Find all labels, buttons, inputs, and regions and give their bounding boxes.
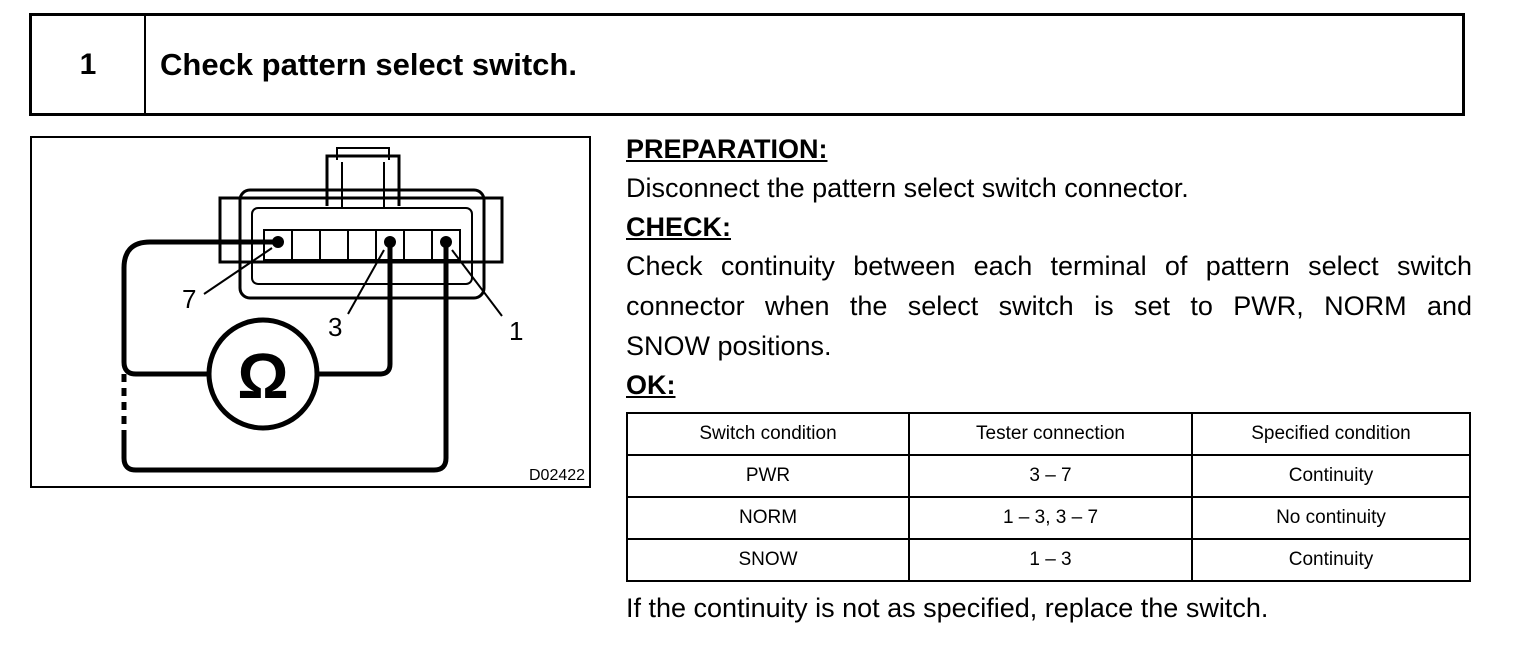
table-cell: Continuity xyxy=(1192,539,1470,581)
check-text-line: Check continuity between each terminal of pattern select switch xyxy=(626,251,1472,281)
table-cell: PWR xyxy=(627,455,909,497)
table-header-row xyxy=(627,413,1470,455)
step-number: 1 xyxy=(32,16,146,113)
ohmmeter-symbol: Ω xyxy=(237,340,289,412)
connector-diagram-svg xyxy=(32,138,589,486)
leader-7 xyxy=(204,248,272,294)
check-text-line: SNOW positions. xyxy=(626,331,832,361)
table-row xyxy=(627,539,1470,581)
figure-code: D02422 xyxy=(529,467,586,484)
step-header xyxy=(29,13,1465,116)
footer-note: If the continuity is not as specified, replace the switch. xyxy=(626,593,1269,623)
table-cell: 1 – 3, 3 – 7 xyxy=(909,497,1192,539)
column-header: Specified condition xyxy=(1192,413,1470,455)
table-cell: 1 – 3 xyxy=(909,539,1192,581)
table-cell: NORM xyxy=(627,497,909,539)
terminal-label-3: 3 xyxy=(328,312,343,342)
table-row xyxy=(627,497,1470,539)
preparation-text: Disconnect the pattern select switch connector. xyxy=(626,173,1189,203)
check-heading: CHECK: xyxy=(626,212,731,242)
terminal-label-7: 7 xyxy=(182,284,197,314)
instructions xyxy=(626,130,1472,628)
table-cell: SNOW xyxy=(627,539,909,581)
column-header: Switch condition xyxy=(627,413,909,455)
connector-latch-inner xyxy=(337,148,389,160)
ok-heading: OK: xyxy=(626,370,676,400)
connector-diagram xyxy=(30,136,591,488)
table-cell: No continuity xyxy=(1192,497,1470,539)
connector-latch-center xyxy=(342,162,384,208)
step-title: Check pattern select switch. xyxy=(160,46,577,82)
check-text-line: connector when the select switch is set to PWR, NORM and xyxy=(626,291,1472,321)
table-cell: 3 – 7 xyxy=(909,455,1192,497)
table-cell: Continuity xyxy=(1192,455,1470,497)
spec-table xyxy=(626,412,1471,582)
preparation-heading: PREPARATION: xyxy=(626,134,828,164)
terminal-label-1: 1 xyxy=(509,316,524,346)
terminal-cavities xyxy=(264,230,460,260)
column-header: Tester connection xyxy=(909,413,1192,455)
table-row xyxy=(627,455,1470,497)
